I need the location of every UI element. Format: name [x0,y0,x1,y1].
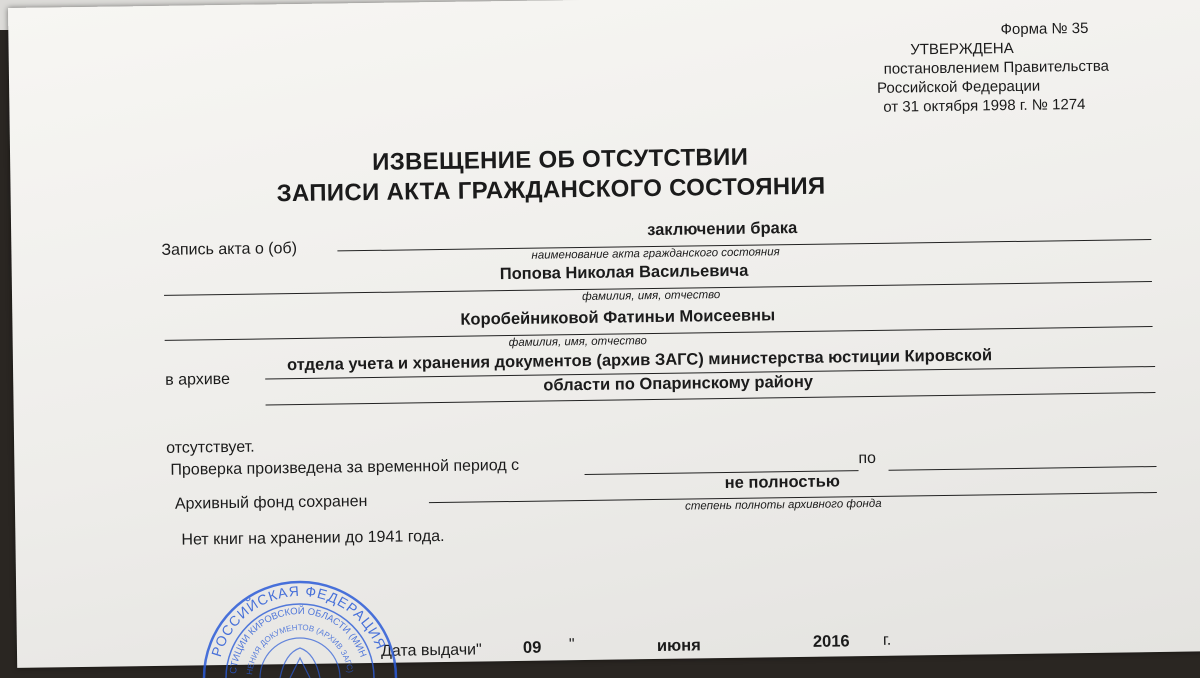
archive-value-line2: области по Опаринскому району [543,372,814,395]
approved-by-line1: постановлением Правительства [883,57,1110,78]
record-caption: наименование акта гражданского состояния [531,246,780,262]
official-seal-stamp [200,578,400,678]
issue-month: июня [656,636,701,656]
person1-caption: фамилия, имя, отчество [582,289,721,304]
archive-line2 [266,392,1156,405]
stamp-inner-text: СТИЦИИ КИРОВСКОЙ ОБЛАСТИ (МИН [228,605,369,675]
issue-day: 09 [522,638,542,657]
approved-label: УТВЕРЖДЕНА [910,39,1014,59]
archive-label: в архиве [165,370,231,389]
issue-label: Дата выдачи" [380,641,482,660]
approved-by-line2: Российской Федерации [876,77,1041,97]
approved-date: от 31 октября 1998 г. № 1274 [883,95,1086,116]
person2-line [165,326,1153,341]
title-line2: ЗАПИСИ АКТА ГРАЖДАНСКОГО СОСТОЯНИЯ [276,172,826,208]
check-label: Проверка произведена за временной период с [170,456,520,479]
person2-value: Коробейниковой Фатиньи Моисеевны [460,306,776,329]
fund-caption: степень полноты архивного фонда [684,497,882,513]
issue-year: 2016 [812,632,850,651]
fund-value: не полностью [724,472,840,493]
stamp-outer-text: РОССИЙСКАЯ ФЕДЕРАЦИЯ [208,582,390,659]
stamp-emblem-icon [280,648,320,678]
record-label: Запись акта о (об) [161,239,298,259]
document-sheet [8,0,1200,668]
record-value: заключении брака [647,219,798,240]
person1-value: Попова Николая Васильевича [499,261,749,284]
form-number: Форма № 35 [1000,19,1089,39]
check-to-label: по [858,449,877,468]
issue-quote: " [568,636,575,654]
archive-value-line1: отдела учета и хранения документов (архив ЗАГС) министерства юстиции Кировской [286,346,993,375]
fund-label: Архивный фонд сохранен [174,493,368,513]
note-text: Нет книг на хранении до 1941 года. [181,527,445,549]
check-to-line [889,466,1157,471]
issue-suffix: г. [882,631,892,649]
title-line1: ИЗВЕЩЕНИЕ ОБ ОТСУТСТВИИ [372,143,749,176]
absent-text: отсутствует. [166,438,255,457]
person2-caption: фамилия, имя, отчество [508,335,647,350]
stamp-inner-text2: НЕНИЯ ДОКУМЕНТОВ (АРХИВ ЗАГС) [245,622,355,676]
